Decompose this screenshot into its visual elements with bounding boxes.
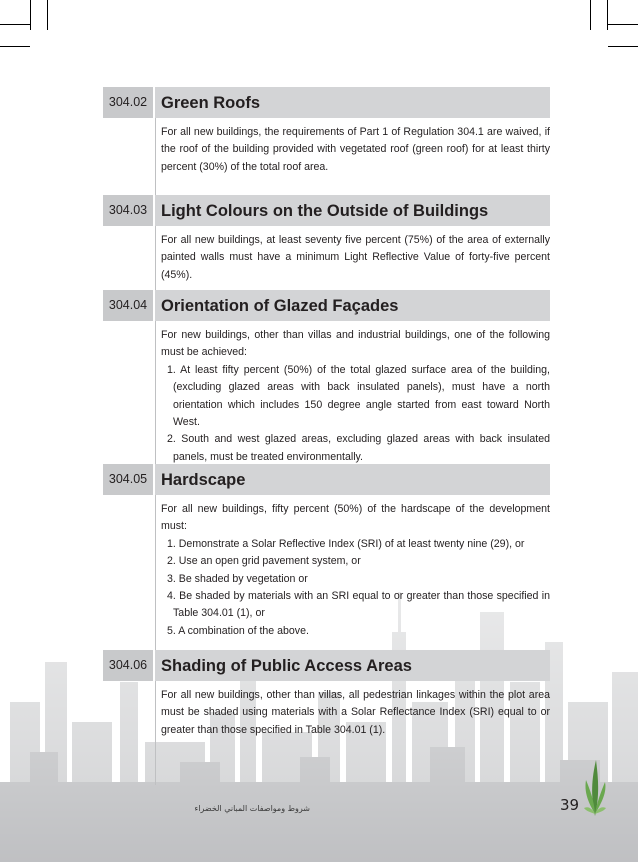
crop-mark [608,46,638,47]
crop-mark [607,0,608,30]
section-number: 304.06 [103,650,153,681]
section-number: 304.05 [103,464,153,495]
section-paragraph: For all new buildings, other than villas, all pedestrian linkages within the plot area must be shaded using materials with a Solar Reflectance Index (SRI) equal to or greater than those specified in Table 304.01 (1). [161,689,550,736]
list-item: 5. A combination of the above. [167,624,309,637]
list-item: 1. At least fifty percent (50%) of the total glazed surface area of the building, (excluding glazed areas with back insulated panels), must have a north orientation which includes 150 degree angle started from east toward North West. [167,363,550,429]
section-header [103,195,550,226]
section-body [155,226,550,292]
section-paragraph: For all new buildings, fifty percent (50%) of the hardscape of the development must: [161,503,550,533]
list-item: 1. Demonstrate a Solar Reflective Index (SRI) of at least twenty nine (29), or [167,537,525,550]
section-body [155,681,550,785]
section-header [103,464,550,495]
section-body [155,495,550,661]
list-item: 2. Use an open grid pavement system, or [167,555,361,568]
section-304-03 [103,195,550,292]
section-header [103,87,550,118]
section-304-06 [103,650,550,785]
section-title: Hardscape [161,471,246,489]
section-body [155,321,550,468]
section-body [155,118,550,207]
crop-mark [47,0,48,30]
crop-mark [608,24,638,25]
section-304-04 [103,290,550,468]
crop-mark [0,46,30,47]
crop-mark [30,0,31,30]
section-paragraph: For new buildings, other than villas and industrial buildings, one of the following must be achieved: [161,329,550,359]
list-item: 3. Be shaded by vegetation or [167,572,308,585]
crop-mark [590,0,591,30]
section-number: 304.02 [103,87,153,118]
list-item: 4. Be shaded by materials with an SRI equal to or greater than those specified in Table 304.01 (1), or [167,590,550,620]
section-header [103,650,550,681]
section-304-05 [103,464,550,661]
page-number: 39 [560,796,580,814]
green-building-logo-icon [580,756,610,822]
footer-arabic-title: شروط ومواصفات المباني الخضراء [194,804,310,813]
crop-mark [0,24,30,25]
section-paragraph: For all new buildings, the requirements of Part 1 of Regulation 304.1 are waived, if the roof of the building provided with vegetated roof (green roof) for at least thirty percent (30%) of the total roof area. [161,126,550,173]
list-item: 2. South and west glazed areas, excluding glazed areas with back insulated panels, must be treated environmentally. [167,433,550,463]
section-paragraph: For all new buildings, at least seventy five percent (75%) of the area of externally painted walls must have a minimum Light Reflective Value of forty-five percent (45%). [161,234,550,281]
section-header [103,290,550,321]
section-title: Shading of Public Access Areas [161,657,412,675]
section-304-02 [103,87,550,207]
section-title: Light Colours on the Outside of Buildings [161,202,489,220]
section-number: 304.03 [103,195,153,226]
section-title: Orientation of Glazed Façades [161,297,399,315]
section-number: 304.04 [103,290,153,321]
section-title: Green Roofs [161,94,261,112]
